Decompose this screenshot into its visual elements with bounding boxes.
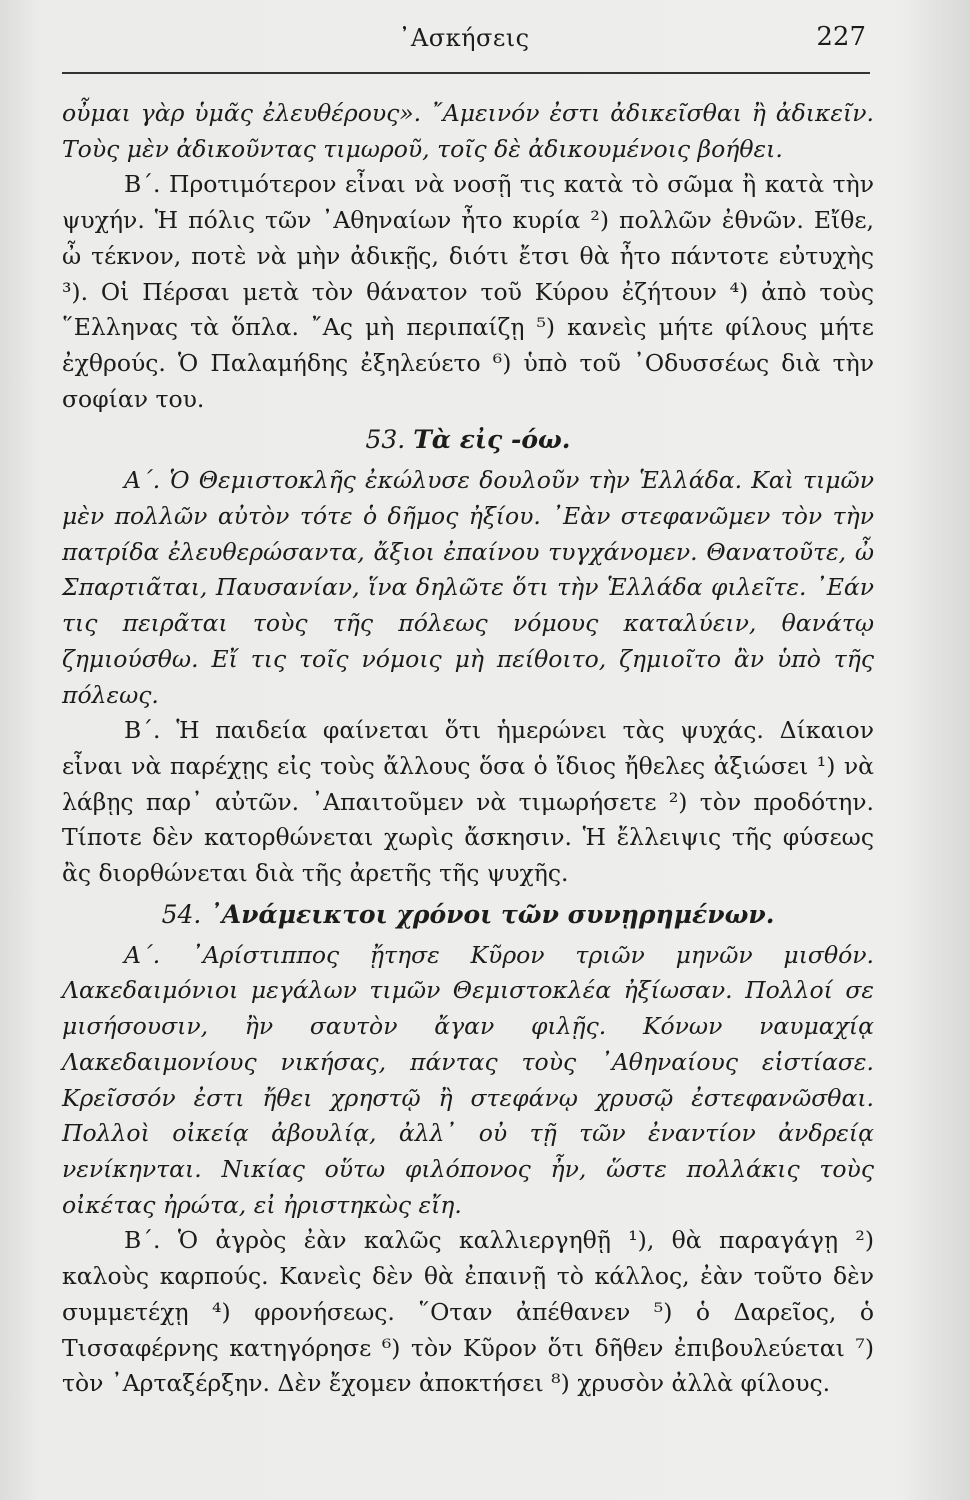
section-number: 54. — [161, 899, 202, 929]
page-body — [62, 96, 874, 1402]
section-heading-53 — [62, 417, 874, 463]
section-heading-54 — [62, 892, 874, 938]
header-rule — [62, 72, 870, 74]
section-title: ᾿Ανάμεικτοι χρόνοι τῶν συνῃρημένων. — [209, 899, 775, 929]
page-header — [62, 18, 866, 68]
exercise-paragraph: Β΄. Ὁ ἀγρὸς ἐὰν καλῶς καλλιεργηθῇ ¹), θὰ παραγάγῃ ²) καλοὺς καρπούς. Κανεὶς δὲν θὰ ἐπαινῇ τὸ κάλλος, ἐὰν τοῦτο δὲν συμμετέχῃ ⁴) φρονήσεως. ῞Οταν ἀπέθανεν ⁵) ὁ Δαρεῖος, ὁ Τισσαφέρνης κατηγόρησε ⁶) τὸν Κῦρον ὅτι δῆθεν ἐπιβουλεύεται ⁷) τὸν ᾿Αρταξέρξην. Δὲν ἔχομεν ἀποκτήσει ⁸) χρυσὸν ἀλλὰ φίλους. — [62, 1226, 874, 1398]
running-title: ᾿Ασκήσεις — [398, 24, 530, 52]
exercise-paragraph: Β΄. Ἡ παιδεία φαίνεται ὅτι ἡμερώνει τὰς ψυχάς. Δίκαιον εἶναι νὰ παρέχῃς εἰς τοὺς ἄλλους ὅσα ὁ ἴδιος ἤθελες ἀξιώσει ¹) νὰ λάβῃς παρ᾿ αὐτῶν. ᾿Απαιτοῦμεν νὰ τιμωρήσετε ²) τὸν προδότην. Τίποτε δὲν κατορθώνεται χωρὶς ἄσκησιν. Ἡ ἔλλειψις τῆς φύσεως ἂς διορθώνεται διὰ τῆς ἀρετῆς τῆς ψυχῆς. — [62, 716, 874, 888]
page-number: 227 — [816, 22, 866, 52]
exercise-paragraph: Α΄. Ὁ Θεμιστοκλῆς ἐκώλυσε δουλοῦν τὴν Ἑλλάδα. Καὶ τιμῶν μὲν πολλῶν αὐτὸν τότε ὁ δῆμος ἠξίου. ᾿Εὰν στεφανῶμεν τὸν τὴν πατρίδα ἐλευθερώσαντα, ἄξιοι ἐπαίνου τυγχάνομεν. Θανατοῦτε, ὦ Σπαρτιᾶται, Παυσανίαν, ἵνα δηλῶτε ὅτι τὴν Ἑλλάδα φιλεῖτε. ᾿Εάν τις πειρᾶται τοὺς τῆς πόλεως νόμους καταλύειν, θανάτῳ ζημιούσθω. Εἴ τις τοῖς νόμοις μὴ πείθοιτο, ζημιοῖτο ἂν ὑπὸ τῆς πόλεως. — [62, 466, 874, 709]
exercise-paragraph: οὖμαι γὰρ ὑμᾶς ἐλευθέρους». ῎Αμεινόν ἐστι ἀδικεῖσθαι ἢ ἀδικεῖν. Τοὺς μὲν ἀδικοῦντας τιμωροῦ, τοῖς δὲ ἀδικουμένοις βοήθει. — [62, 99, 874, 163]
exercise-paragraph: Β΄. Προτιμότερον εἶναι νὰ νοσῇ τις κατὰ τὸ σῶμα ἢ κατὰ τὴν ψυχήν. Ἡ πόλις τῶν ᾿Αθηναίων ἦτο κυρία ²) πολλῶν ἐθνῶν. Εἴθε, ὦ τέκνον, ποτὲ νὰ μὴν ἀδικῇς, διότι ἔτσι θὰ ἦτο πάντοτε εὐτυχὴς ³). Οἱ Πέρσαι μετὰ τὸν θάνατον τοῦ Κύρου ἐζήτουν ⁴) ἀπὸ τοὺς ῞Ελληνας τὰ ὅπλα. ῎Ας μὴ περιπαίζῃ ⁵) κανεὶς μήτε φίλους μήτε ἐχθρούς. Ὁ Παλαμήδης ἐξηλεύετο ⁶) ὑπὸ τοῦ ᾿Οδυσσέως διὰ τὴν σοφίαν του. — [62, 170, 874, 413]
exercise-paragraph: Α΄. ᾿Αρίστιππος ᾔτησε Κῦρον τριῶν μηνῶν μισθόν. Λακεδαιμόνιοι μεγάλων τιμῶν Θεμιστοκλέα ἠξίωσαν. Πολλοί σε μισήσουσιν, ἢν σαυτὸν ἄγαν φιλῇς. Κόνων ναυμαχίᾳ Λακεδαιμονίους νικήσας, πάντας τοὺς ᾿Αθηναίους εἱστίασε. Κρεῖσσόν ἐστι ἤθει χρηστῷ ἢ στεφάνῳ χρυσῷ ἐστεφανῶσθαι. Πολλοὶ οἰκείᾳ ἀβουλίᾳ, ἀλλ᾿ οὐ τῇ τῶν ἐναντίον ἀνδρείᾳ νενίκηνται. Νικίας οὕτω φιλόπονος ἦν, ὥστε πολλάκις τοὺς οἰκέτας ἠρώτα, εἰ ἠριστηκὼς εἴη. — [62, 940, 874, 1219]
section-number: 53. — [365, 425, 406, 455]
section-title: Τὰ εἰς -όω. — [413, 425, 571, 455]
